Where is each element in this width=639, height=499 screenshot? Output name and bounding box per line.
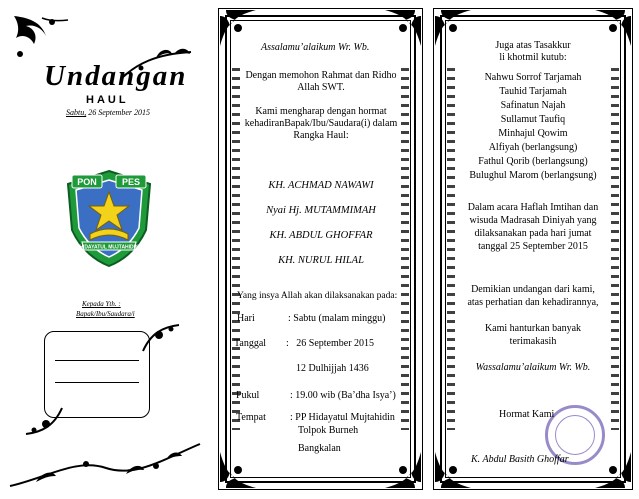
thanks-line-1: Kami hanturkan banyak bbox=[484, 323, 582, 334]
place-line-1: : PP Hidayatul Mujtahidin bbox=[290, 412, 395, 423]
book-item: Minhajul Qowim bbox=[498, 128, 568, 139]
address-line bbox=[55, 382, 139, 383]
cover-date-rest: 26 September 2015 bbox=[88, 108, 150, 117]
farewell: Wassalamu’alaikum Wr. Wb. bbox=[475, 362, 591, 373]
cover-date-day: Sabtu, bbox=[66, 108, 87, 117]
invitation-title: Undangan bbox=[44, 60, 188, 92]
day-value: : Sabtu (malam minggu) bbox=[288, 313, 386, 324]
address-box-ornament-bottom bbox=[24, 406, 64, 436]
time-value: : 19.00 wib (Ba’dha Isya’) bbox=[290, 390, 396, 401]
cover-panel bbox=[6, 8, 204, 490]
book-item: Sullamut Taufiq bbox=[500, 114, 566, 125]
thanks-line-2: terimakasih bbox=[509, 336, 557, 347]
event-line-1: Dalam acara Haflah Imtihan dan bbox=[467, 202, 599, 213]
haul-name: KH. NURUL HILAL bbox=[278, 255, 364, 266]
event-line-2: wisuda Madrasah Diniyah yang bbox=[469, 215, 597, 226]
address-box bbox=[44, 331, 150, 418]
closing-line-2: atas perhatian dan kehadirannya, bbox=[467, 297, 599, 308]
signatory: K. Abdul Basith Ghoffar bbox=[471, 454, 569, 465]
haul-name: KH. ACHMAD NAWAWI bbox=[268, 180, 374, 191]
book-item: Nahwu Sorrof Tarjamah bbox=[484, 72, 582, 83]
haul-name: Nyai Hj. MUTAMMIMAH bbox=[266, 205, 376, 216]
logo-left-text: PON bbox=[77, 177, 97, 187]
address-line bbox=[55, 360, 139, 361]
invitation-subtitle: HAUL bbox=[86, 94, 129, 106]
book-item: Safinatun Najah bbox=[500, 100, 566, 111]
logo-right-text: PES bbox=[121, 177, 141, 187]
place-line-2: Tolpok Burneh bbox=[298, 425, 359, 436]
place-line-3: Bangkalan bbox=[298, 443, 341, 454]
date-label: Tanggal bbox=[234, 338, 267, 349]
request-line-3: Rangka Haul: bbox=[293, 130, 349, 141]
time-label: Pukul bbox=[236, 390, 260, 401]
opening-line-1: Dengan memohon Rahmat dan Ridho bbox=[245, 70, 397, 81]
greeting: Assalamu’alaikum Wr. Wb. bbox=[261, 42, 370, 53]
corner-ornament bbox=[218, 8, 258, 48]
corner-ornament bbox=[433, 450, 473, 490]
haul-name: KH. ABDUL GHOFFAR bbox=[269, 230, 373, 241]
day-label: Hari bbox=[237, 313, 255, 324]
pondok-pesantren-logo bbox=[64, 168, 154, 268]
corner-ornament bbox=[383, 450, 423, 490]
recipient-name: Bapak/Ibu/Saudara/i bbox=[76, 310, 135, 318]
bottom-ornament bbox=[6, 438, 204, 490]
corner-ornament bbox=[383, 8, 423, 48]
book-item: Fathul Qorib (berlangsung) bbox=[478, 156, 588, 167]
event-line-3: dilaksanakan pada hari jumat bbox=[474, 228, 592, 239]
tasakkur-intro-2: li khotmil kutub: bbox=[499, 52, 567, 63]
corner-ornament bbox=[218, 450, 258, 490]
cover-date bbox=[66, 108, 150, 117]
recipient-label: Kepada Yth. : bbox=[82, 300, 121, 308]
tasakkur-intro-1: Juga atas Tasakkur bbox=[495, 40, 571, 51]
book-item: Bulughul Marom (berlangsung) bbox=[469, 170, 597, 181]
request-line-1: Kami mengharap dengan hormat bbox=[255, 106, 387, 117]
corner-ornament bbox=[593, 450, 633, 490]
schedule-intro: Yang insya Allah akan dilaksanakan pada: bbox=[237, 291, 398, 301]
opening-line-2: Allah SWT. bbox=[297, 82, 345, 93]
event-line-4: tanggal 25 September 2015 bbox=[478, 241, 588, 252]
book-item: Tauhid Tarjamah bbox=[499, 86, 567, 97]
request-line-2: kehadiranBapak/Ibu/Saudara(i) dalam bbox=[244, 118, 398, 129]
place-label: Tempat bbox=[236, 412, 266, 423]
date-value: : 26 September 2015 bbox=[286, 338, 375, 349]
closing-line-1: Demikian undangan dari kami, bbox=[471, 284, 595, 295]
regards: Hormat Kami bbox=[499, 409, 555, 420]
logo-banner-text: HIDAYATUL MUJTAHIDIN bbox=[79, 244, 139, 251]
hijri-date: 12 Dulhijjah 1436 bbox=[296, 363, 369, 374]
book-item: Alfiyah (berlangsung) bbox=[488, 142, 578, 153]
